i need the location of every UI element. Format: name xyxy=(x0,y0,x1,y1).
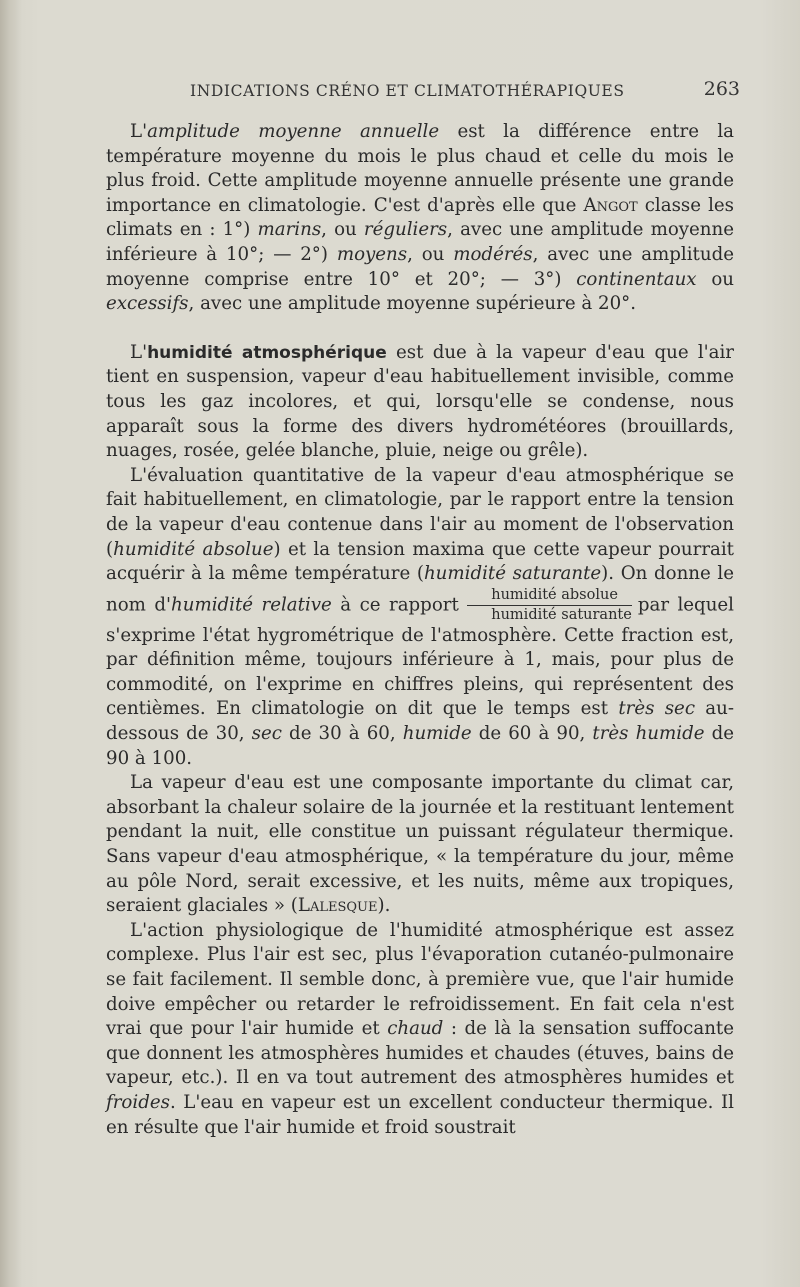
fraction-numerator: humidité absolue xyxy=(467,587,632,606)
body-text xyxy=(106,120,734,1140)
relative-humidity-fraction xyxy=(467,587,632,624)
paragraph-physiology: L'action physiologique de l'humidité atmosphérique est assez complexe. Plus l'air est sec, plus l'évaporation cutanéo-pulmonaire se fait facilement. Il semble donc, à première vue, que l'air humide doive empêcher ou retarder le refroidissement. En fait cela n'est vrai que pour l'air humide et chaud : de là la sensation suffocante que donnent les atmosphères humides et chaudes (étuves, bains de vapeur, etc.). Il en va tout autrement des atmosphères humides et froides. L'eau en vapeur est un excellent conducteur thermique. Il en résulte que l'air humide et froid soustrait xyxy=(106,919,734,1138)
paragraph-vapour-climate: La vapeur d'eau est une composante importante du climat car, absorbant la chaleur solaire de la journée et la restituant lentement pendant la nuit, elle constitue un puissant régulateur thermique. Sans vapeur d'eau atmosphérique, « la température du jour, même au pôle Nord, serait excessive, et les nuits, même aux tropiques, seraient glaciales » (Lalesque). xyxy=(106,772,734,917)
header-title: INDICATIONS CRÉNO ET CLIMATOTHÉRAPIQUES xyxy=(190,82,625,100)
paragraph-amplitude: L'amplitude moyenne annuelle est la différence entre la température moyenne du mois le plus chaud et celle du mois le plus froid. Cette amplitude moyenne annuelle présente une grande importance en climatologie. C'est d'après elle que Angot classe les climats en : 1°) marins, ou réguliers, avec une amplitude moyenne inférieure à 10°; — 2°) moyens, ou modérés, avec une amplitude moyenne comprise entre 10° et 20°; — 3°) continentaux ou excessifs, avec une amplitude moyenne supérieure à 20°. xyxy=(106,121,735,315)
page-number: 263 xyxy=(703,78,740,100)
fraction-denominator: humidité saturante xyxy=(491,606,632,623)
paragraph-evaluation: L'évaluation quantitative de la vapeur d'eau atmosphérique se fait habituellement, en climatologie, par le rapport entre la tension de la vapeur d'eau contenue dans l'air au moment de l'observation (humidité absolue) et la tension maxima que cette vapeur pourrait acquérir à la même température (humidité saturante). On donne le nom d'humidité relative à ce rapport $\frac{\text{humidité absolue}}{\text{humidité saturante}}$ par lequel s'exprime l'état hygrométrique de l'atmosphère. Cette fraction est, par définition même, toujours inférieure à 1, mais, pour plus de commodité, on l'exprime en chiffres pleins, qui représentent des centièmes. En climatologie on dit que le temps est très sec au-dessous de 30, sec de 30 à 60, humide de 60 à 90, très humide de 90 à 100. xyxy=(106,464,735,769)
paragraph-humidity: L'humidité atmosphérique est due à la vapeur d'eau que l'air tient en suspension, vapeur d'eau habituellement invisible, comme tous les gaz incolores, et qui, lorsqu'elle se condense, nous apparaît sous la forme des divers hydrométéores (brouillards, nuages, rosée, gelée blanche, pluie, neige ou grêle). xyxy=(106,341,734,462)
running-header xyxy=(105,78,740,106)
page-binding-shadow xyxy=(0,0,22,1287)
